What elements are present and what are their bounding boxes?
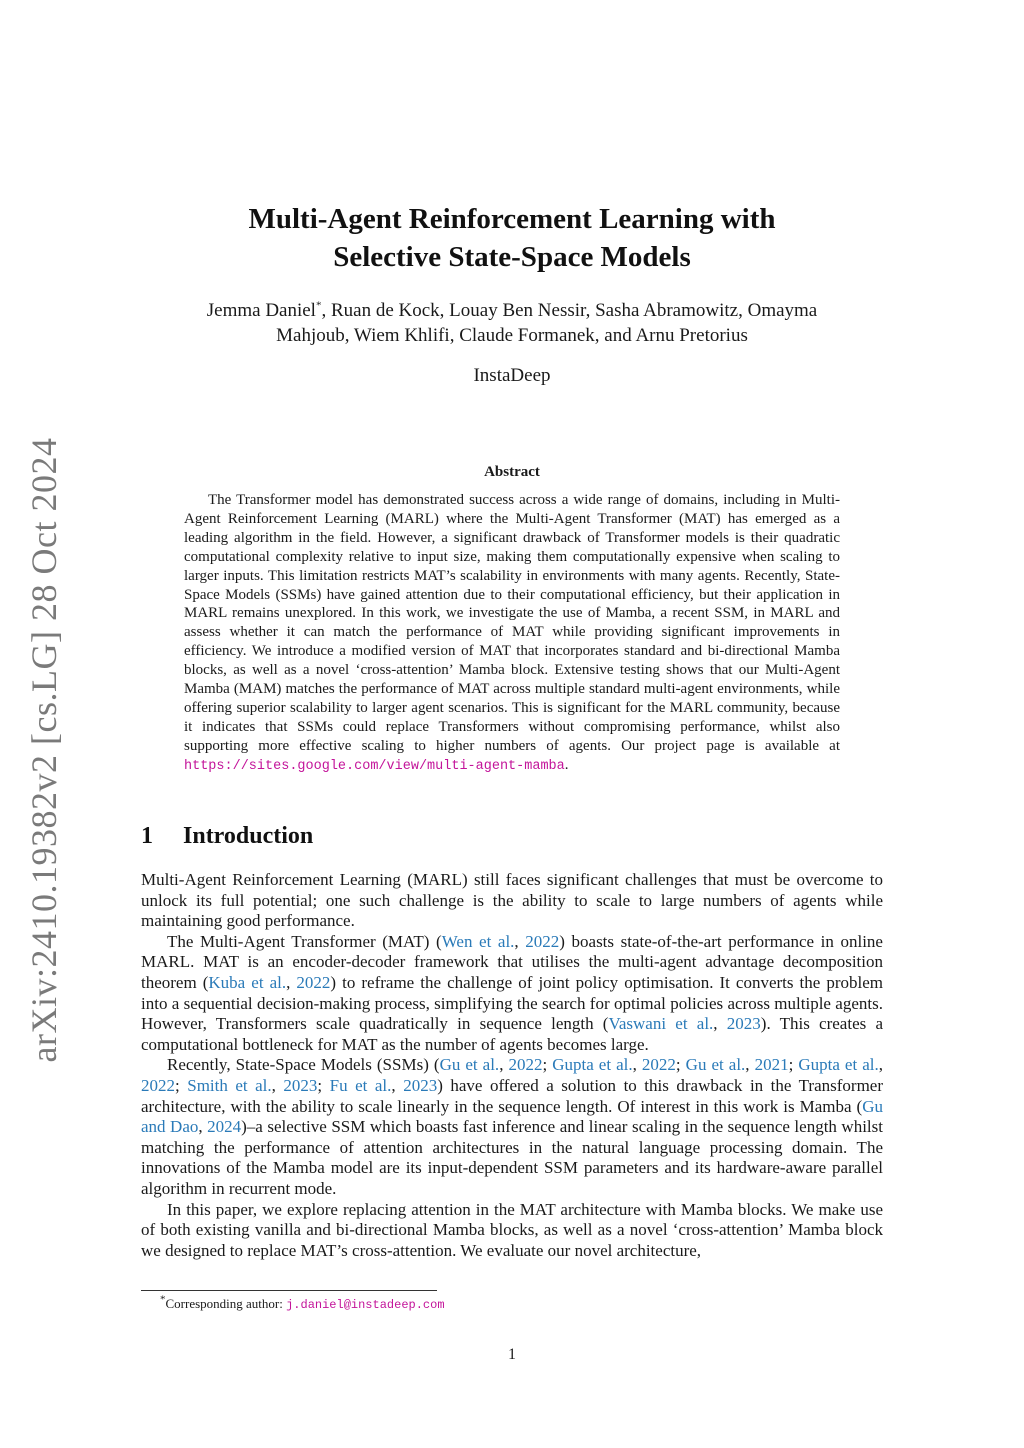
text-run: , [499, 1055, 509, 1075]
citation-wen-year[interactable]: 2022 [525, 931, 560, 951]
citation-vaswani-year[interactable]: 2023 [726, 1014, 761, 1034]
arxiv-identifier-stamp: arXiv:2410.19382v2 [cs.LG] 28 Oct 2024 [24, 437, 64, 1063]
authors-line-1-rest: , Ruan de Kock, Louay Ben Nessir, Sasha Abramowitz, Omayma [321, 300, 818, 321]
introduction-body [141, 870, 883, 1261]
citation-gu-dao-year[interactable]: 2024 [207, 1117, 242, 1137]
citation-gupta-2-year[interactable]: 2022 [141, 1075, 175, 1095]
text-run: ). This creates a computational bottleneck for MAT as the number of agents becomes large. [141, 1014, 883, 1054]
citation-gupta-2[interactable]: Gupta et al. [798, 1055, 879, 1075]
citation-wen[interactable]: Wen et al. [441, 931, 515, 951]
text-run: ) boasts state-of-the-art performance in online MARL. MAT is an encoder-decoder framework that utilises the multi-agent advantage decomposition theorem ( [141, 931, 883, 992]
citation-gupta-year[interactable]: 2022 [641, 1055, 676, 1075]
citation-gupta[interactable]: Gupta et al. [552, 1055, 633, 1075]
authors-line-2: Mahjoub, Wiem Khlifi, Claude Formanek, and Arnu Pretorius [276, 325, 748, 346]
footnote [160, 1293, 445, 1312]
corresponding-email-link[interactable]: j.daniel@instadeep.com [286, 1298, 445, 1312]
text-run: ) have offered a solution to this drawback in the Transformer architecture, with the ability to scale linearly in the sequence length. Of interest in this work is Mamba ( [141, 1075, 883, 1116]
text-run: The Multi-Agent Transformer (MAT) ( [167, 931, 442, 951]
abstract-heading: Abstract [484, 464, 540, 480]
text-run: ; [788, 1055, 799, 1075]
section-number: 1 [141, 823, 153, 849]
author-list [150, 298, 874, 348]
text-run: , [271, 1075, 284, 1095]
text-run: , [745, 1055, 755, 1075]
section-title: Introduction [183, 823, 314, 849]
paragraph-2 [141, 932, 883, 1056]
text-run: ; [175, 1075, 188, 1095]
paragraph-1: Multi-Agent Reinforcement Learning (MARL) still faces significant challenges that must be overcome to unlock its full potential; one such challenge is the ability to scale to large numbers of agents while maintaining good performance. [141, 870, 883, 931]
text-run: , [198, 1117, 208, 1137]
first-author: Jemma Daniel [206, 300, 316, 321]
text-run: )–a selective SSM which boasts fast inference and linear scaling in the sequence length whilst matching the performance of attention architectures in the natural language processing domain. The innovations of the Mamba model are its input-dependent SSM parameters and its hardware-aware parallel algorithm in recurrent mode. [141, 1117, 883, 1198]
text-run: , [878, 1055, 883, 1075]
text-run: ; [542, 1055, 553, 1075]
citation-kuba[interactable]: Kuba et al. [208, 972, 287, 992]
citation-fu[interactable]: Fu et al. [329, 1075, 392, 1095]
abstract-text: The Transformer model has demonstrated success across a wide range of domains, including in Multi-Agent Reinforcement Learning (MARL) where the Multi-Agent Transformer (MAT) has emerged as a leading algorithm in the field. However, a significant drawback of Transformer models is their quadratic computational complexity relative to input size, making them computationally expensive when scaling to larger inputs. This limitation restricts MAT’s scalability in environments with many agents. Recently, State-Space Models (SSMs) have gained attention due to their computational efficiency, but their application in MARL remains unexplored. In this work, we investigate the use of Mamba, a recent SSM, in MARL and assess whether it can match the performance of MAT while providing significant improvements in efficiency. We introduce a modified version of MAT that incorporates standard and bi-directional Mamba blocks, as well as a novel ‘cross-attention’ Mamba block. Extensive testing shows that our Multi-Agent Mamba (MAM) matches the performance of MAT across multiple standard multi-agent environments, while offering superior scalability to larger agent scenarios. This is significant for the MARL community, because it indicates that SSMs could replace Transformers without compromising performance, whilst also supporting more effective scaling to higher numbers of agents. Our project page is available at [184, 492, 840, 754]
footnote-divider [141, 1290, 437, 1291]
corresponding-mark: * [315, 299, 322, 312]
citation-smith[interactable]: Smith et al. [187, 1075, 272, 1095]
title-line-2: Selective State-Space Models [333, 241, 691, 273]
text-run: , [391, 1075, 404, 1095]
citation-gu[interactable]: Gu et al. [439, 1055, 500, 1075]
text-run: ; [317, 1075, 330, 1095]
text-run: Recently, State-Space Models (SSMs) ( [167, 1055, 440, 1075]
footnote-label: Corresponding author: [165, 1296, 287, 1311]
authors-line-1 [150, 298, 874, 323]
citation-gu-dao[interactable]: Gu and Dao [141, 1096, 883, 1137]
citation-vaswani[interactable]: Vaswani et al. [608, 1014, 714, 1034]
page-number: 1 [508, 1346, 516, 1363]
paper-title [140, 200, 884, 276]
citation-fu-year[interactable]: 2023 [403, 1075, 438, 1095]
footnote-mark: * [160, 1293, 166, 1306]
citation-kuba-year[interactable]: 2022 [296, 972, 331, 992]
title-line-1: Multi-Agent Reinforcement Learning with [248, 203, 776, 235]
text-run: , [632, 1055, 642, 1075]
abstract-end: . [564, 756, 569, 773]
citation-gu-2[interactable]: Gu et al. [685, 1055, 746, 1075]
citation-smith-year[interactable]: 2023 [283, 1075, 318, 1095]
abstract-body [184, 491, 840, 777]
text-run: ; [675, 1055, 686, 1075]
affiliation: InstaDeep [473, 365, 551, 386]
paragraph-4: In this paper, we explore replacing attention in the MAT architecture with Mamba blocks. We make use of both existing vanilla and bi-directional Mamba blocks, as well as a novel ‘cross-attention’ Mamba block we designed to replace MAT’s cross-attention. We evaluate our novel architecture, [141, 1199, 883, 1260]
citation-gu-2-year[interactable]: 2021 [754, 1055, 789, 1075]
section-heading [141, 823, 313, 850]
project-page-link[interactable]: https://sites.google.com/view/multi-agent-mamba [184, 758, 565, 774]
paragraph-3 [141, 1055, 883, 1199]
citation-gu-year[interactable]: 2022 [508, 1055, 543, 1075]
text-run: , [286, 972, 297, 992]
text-run: , [514, 931, 526, 951]
text-run: ) to reframe the challenge of joint policy optimisation. It converts the problem into a sequential decision-making process, simplifying the search for optimal policies across multiple agents. However, Transformers scale quadratically in sequence length ( [141, 972, 884, 1034]
text-run: , [713, 1014, 727, 1034]
